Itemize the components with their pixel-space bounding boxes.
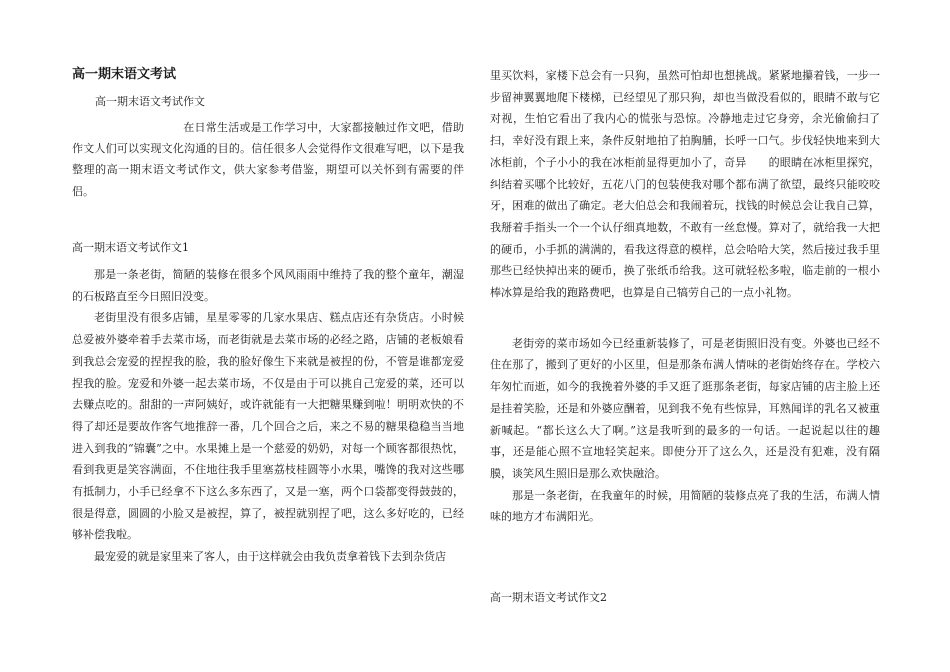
section-2-title: 高一期末语文考试作文2	[490, 591, 607, 604]
document-title: 高一期末语文考试	[72, 67, 177, 82]
paragraph-continuation: 里买饮料，家楼下总会有一只狗，虽然可怕却也想挑战。紧紧地攥着钱，一步一步留神翼翼地爬下楼梯，已经望见了那只狗，却也当做没看似的，眼睛不敢与它对视，生怕它看出了我内心的慌张与恐惊。冷静地走过它身旁，余光偷偷扫了扫，幸好没有跟上来，条件反射地拍了拍胸脯，长呼一口气。步伐轻快地来到大冰柜前，个子小小的我在冰柜前显得更加小了，奇异 的眼睛在冰柜里探究，纠结着买哪个比较好，五花八门的包装使我对哪个都布满了欲望，最终只能咬咬牙，困难的做出了确定。老大伯总会和我闹着玩，找钱的时候总会让我自己算，我掰着手指头一个一个认仔细真地数，不敢有一丝怠慢。算对了，就给我一大把的硬币，小手抓的满满的，看我这得意的模样，总会哈哈大笑，然后接过我手里那些已经快掉出来的硬币，换了张纸币给我。这可就轻松多啦，临走前的一根小棒冰算是给我的跑路费吧，也算是自己犒劳自己的一点小礼物。	[490, 69, 880, 300]
paragraph: 老街里没有很多店铺，星星零零的几家水果店、糕点店还有杂货店。小时候总爱被外婆牵着手去菜市场，而老街就是去菜市场的必经之路，店铺的老板娘看到我总会宠爱的捏捏我的脸，我的脸好像生下来就是被捏的份，不管是谁都宠爱捏我的脸。宠爱和外婆一起去菜市场，不仅是由于可以挑自己宠爱的菜，还可以去赚点吃的。甜甜的一声阿姨好，或许就能有一大把糖果赚到啦！明明欢快的不得了却还是要故作客气地推辞一番，几个回合之后，来之不易的糖果稳稳当当地进入到我的“锦囊”之中。水果摊上是一个慈爱的奶奶，对每一个顾客都很热忱，看到我更是笑容满面，不住地往我手里塞荔枝桂圆等小水果，嘴馋的我对这些哪有抵制力，小手已经拿不下这么多东西了，又是一塞，两个口袋都变得鼓鼓的，很是得意，圆圆的小脸又是被捏，算了，被捏就别捏了吧，这么多好吃的，已经够补偿我啦。	[72, 311, 464, 542]
paragraph: 那是一条老街，简陋的装修在很多个风风雨雨中维持了我的整个童年，潮湿的石板路直至今日照旧没变。	[72, 268, 464, 303]
left-column-body	[72, 264, 464, 568]
intro-block	[72, 117, 464, 202]
paragraph: 老街旁的菜市场如今已经重新装修了，可是老街照旧没有变。外婆也已经不住在那了，搬到了更好的小区里，但是那条布满人情味的老街始终存在。学校六年匆忙而逝，如今的我挽着外婆的手又逛了逛那条老街，每家店铺的店主脸上还是挂着笑脸，还是和外婆应酬着，见到我不免有些惊异，耳熟闻详的乳名又被重新喊起。“都长这么大了啊。”这是我听到的最多的一句话。一起说起以往的趣事，还是能心照不宣地轻笑起来。即使分开了这么久，还是没有犯难，没有隔膜，谈笑风生照旧是那么欢快融洽。	[490, 336, 880, 480]
section-1-title: 高一期末语文考试作文1	[72, 241, 189, 254]
right-column-body	[490, 65, 880, 528]
intro-paragraph	[72, 117, 464, 202]
intro-text: 在日常生活或是工作学习中，大家都接触过作文吧，借助作文人们可以实现文化沟通的目的。信任很多人会觉得作文很难写吧，以下是我整理的高一期末语文考试作文，供大家参考借鉴，期望可以关怀到有需要的伴侣。	[72, 121, 464, 198]
document-subtitle: 高一期末语文考试作文	[95, 95, 205, 108]
paragraph: 最宠爱的就是家里来了客人，由于这样就会由我负责拿着钱下去到杂货店	[94, 550, 446, 564]
paragraph: 那是一条老街，在我童年的时候，用简陋的装修点亮了我的生活，布满人情味的地方才布满阳光。	[490, 488, 880, 524]
